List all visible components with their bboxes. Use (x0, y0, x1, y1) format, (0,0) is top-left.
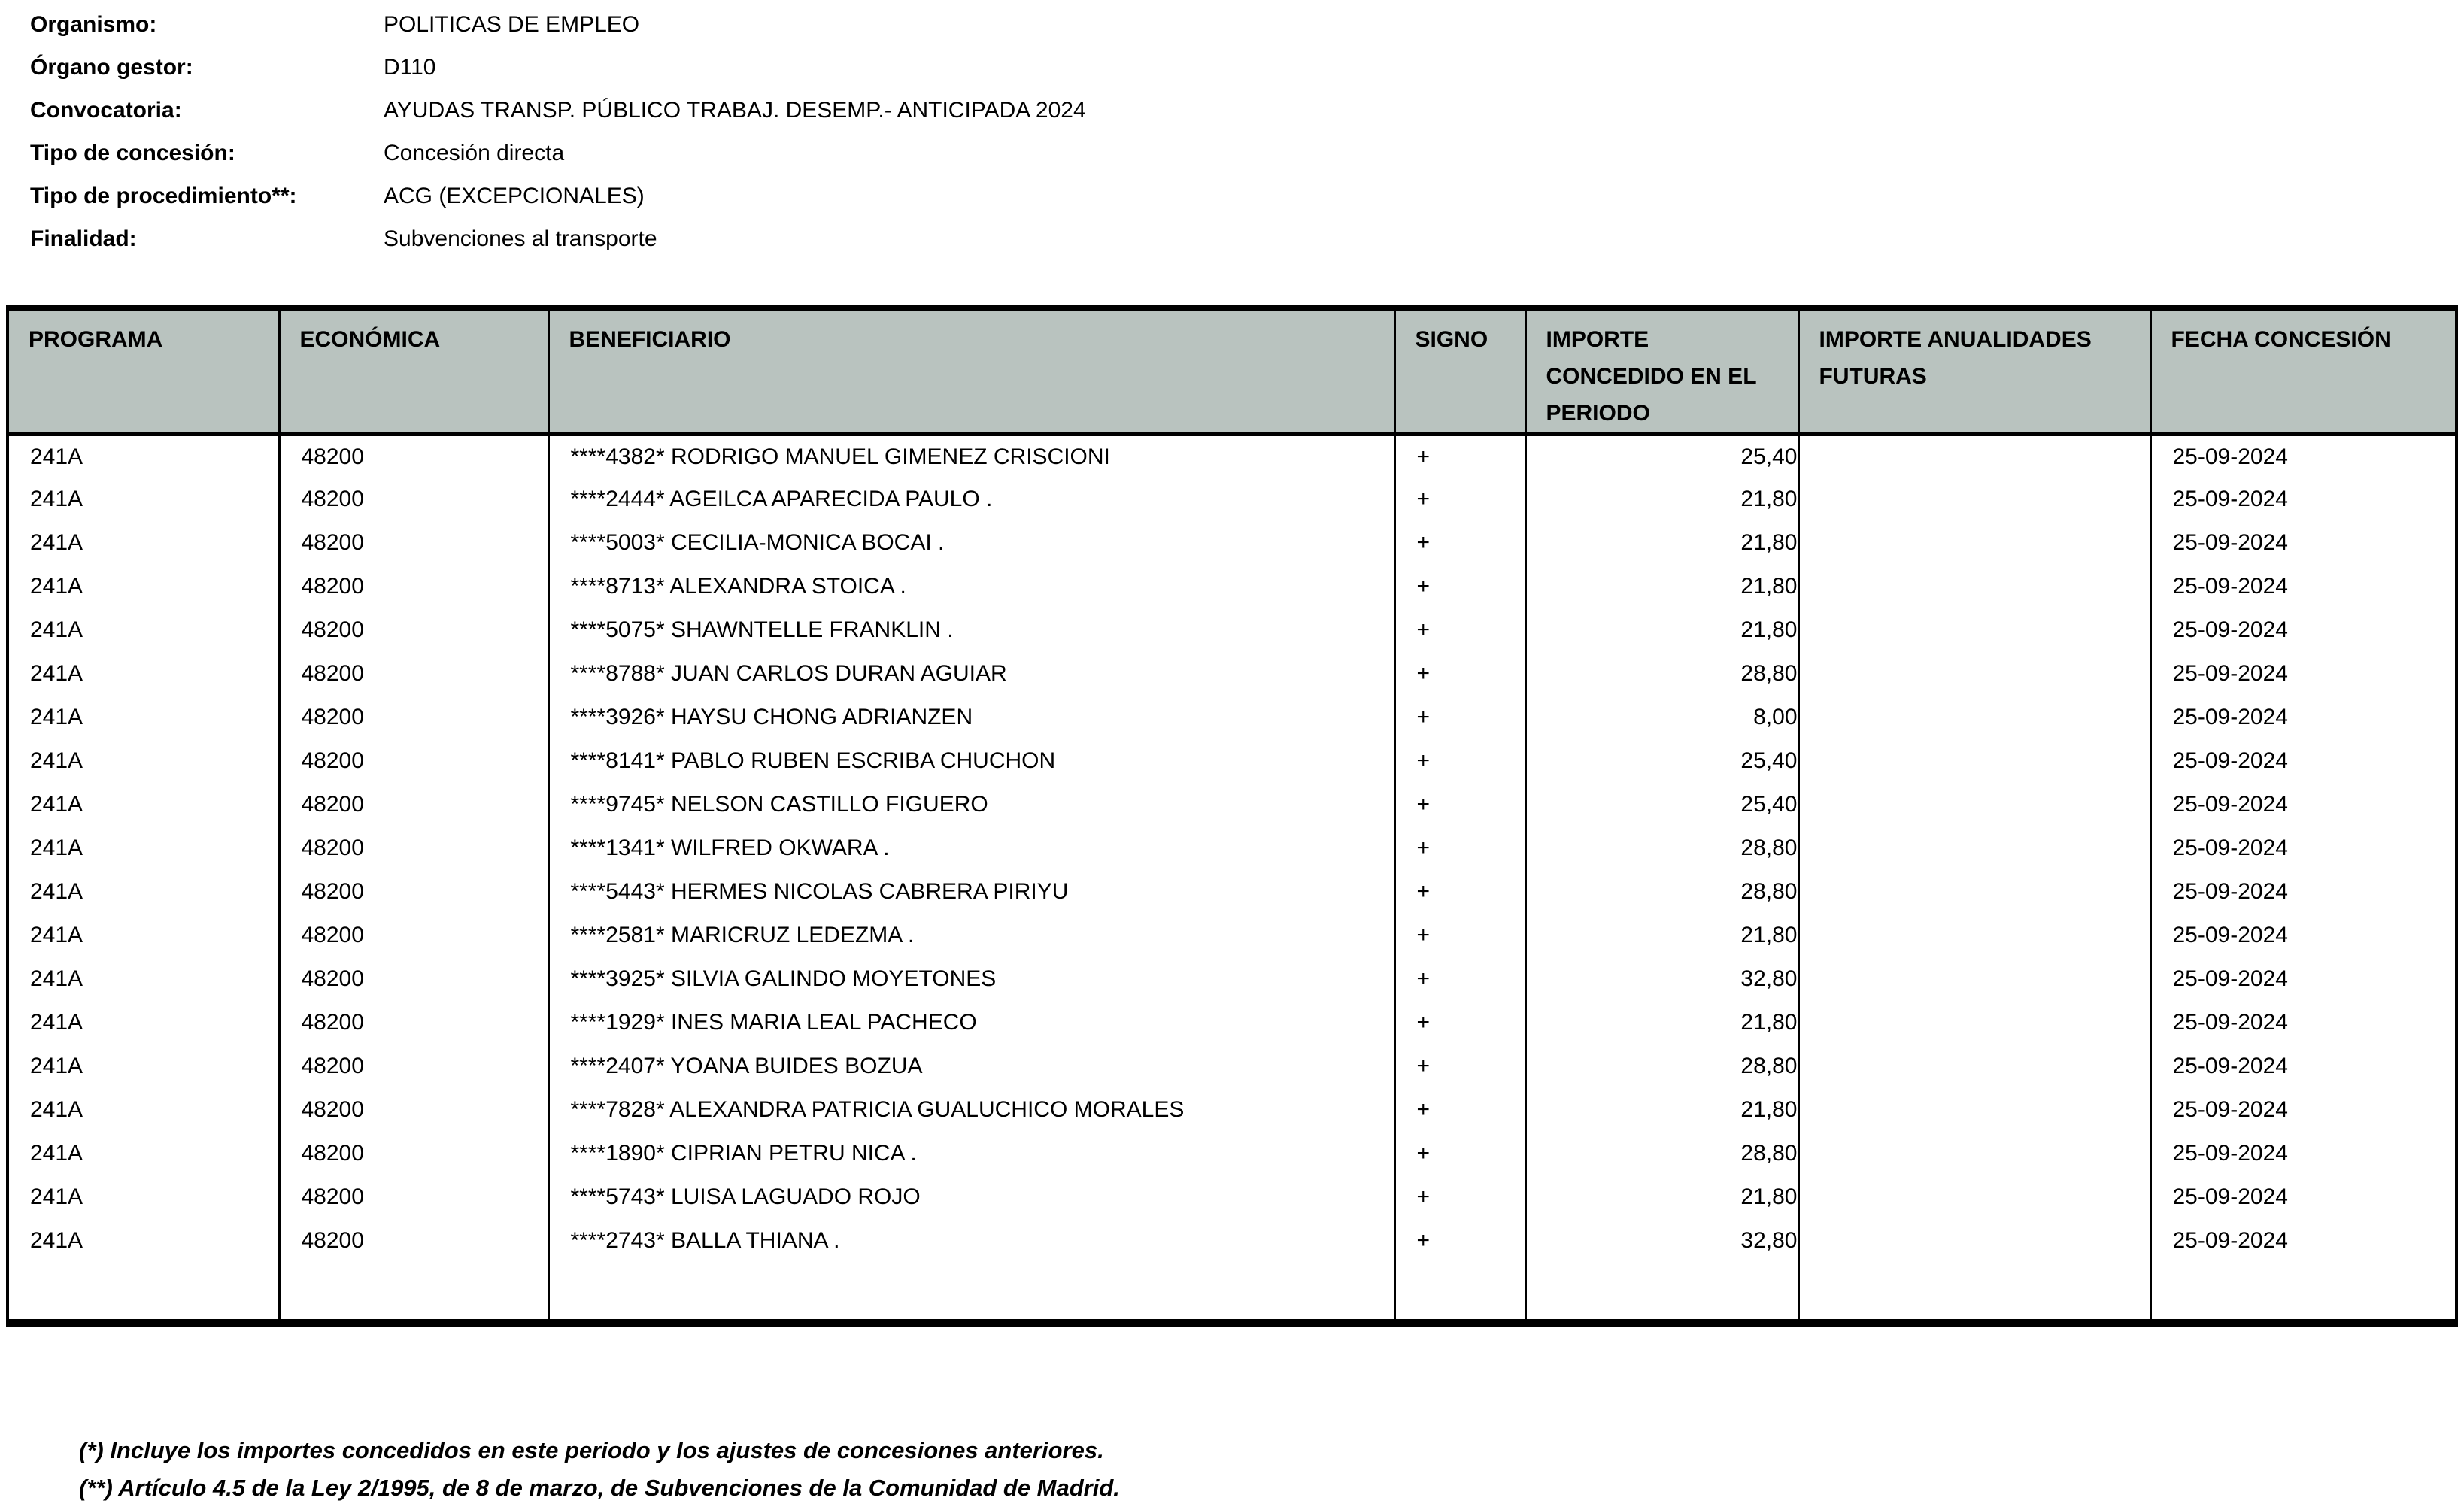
cell-programa: 241A (30, 923, 83, 948)
meta-row-tipo-concesion (30, 132, 2464, 174)
cell-anualidades (1798, 565, 2150, 608)
cell-beneficiario: ****5443* HERMES NICOLAS CABRERA PIRIYU (548, 870, 1394, 914)
cell-economica: 48200 (279, 1175, 548, 1219)
cell-economica: 48200 (279, 565, 548, 608)
cell-fecha: 25-09-2024 (2150, 1088, 2456, 1132)
cell-fecha: 25-09-2024 (2150, 565, 2456, 608)
cell-importe: 28,80 (1525, 1045, 1798, 1088)
cell-economica: 48200 (279, 1088, 548, 1132)
cell-programa: 241A (30, 748, 83, 773)
meta-label-organismo: Organismo: (30, 11, 157, 37)
cell-importe: 25,40 (1525, 739, 1798, 783)
cell-beneficiario: ****9745* NELSON CASTILLO FIGUERO (548, 783, 1394, 826)
cell-signo: + (1394, 1175, 1525, 1219)
cell-importe: 21,80 (1525, 1175, 1798, 1219)
cell-anualidades (1798, 696, 2150, 739)
table-row (8, 652, 2456, 696)
cell-fecha: 25-09-2024 (2150, 696, 2456, 739)
cell-programa: 241A (30, 1010, 83, 1035)
cell-signo: + (1394, 434, 1525, 478)
cell-importe: 32,80 (1525, 957, 1798, 1001)
cell-fecha: 25-09-2024 (2150, 1132, 2456, 1175)
table-row (8, 478, 2456, 521)
cell-economica: 48200 (279, 1001, 548, 1045)
cell-fecha: 25-09-2024 (2150, 870, 2456, 914)
cell-beneficiario: ****7828* ALEXANDRA PATRICIA GUALUCHICO MORALES (548, 1088, 1394, 1132)
cell-economica: 48200 (279, 783, 548, 826)
cell-programa: 241A (30, 487, 83, 511)
cell-programa: 241A (30, 1184, 83, 1209)
column-header-beneficiario: BENEFICIARIO (548, 308, 1394, 434)
cell-beneficiario: ****2581* MARICRUZ LEDEZMA . (548, 914, 1394, 957)
cell-fecha: 25-09-2024 (2150, 957, 2456, 1001)
cell-programa: 241A (30, 530, 83, 555)
cell-beneficiario: ****1929* INES MARIA LEAL PACHECO (548, 1001, 1394, 1045)
spacer-cell (2150, 1263, 2456, 1323)
cell-economica: 48200 (279, 739, 548, 783)
cell-signo: + (1394, 521, 1525, 565)
cell-beneficiario: ****3925* SILVIA GALINDO MOYETONES (548, 957, 1394, 1001)
meta-value-convocatoria: AYUDAS TRANSP. PÚBLICO TRABAJ. DESEMP.- ANTICIPADA 2024 (384, 97, 1086, 123)
cell-beneficiario: ****2743* BALLA THIANA . (548, 1219, 1394, 1263)
column-header-fecha-concesion: FECHA CONCESIÓN (2150, 308, 2456, 434)
meta-value-tipo-concesion: Concesión directa (384, 140, 565, 165)
cell-fecha: 25-09-2024 (2150, 1001, 2456, 1045)
cell-beneficiario: ****5075* SHAWNTELLE FRANKLIN . (548, 608, 1394, 652)
cell-fecha: 25-09-2024 (2150, 1219, 2456, 1263)
cell-anualidades (1798, 1045, 2150, 1088)
spacer-cell (8, 1263, 279, 1323)
cell-importe: 21,80 (1525, 608, 1798, 652)
table-row (8, 1175, 2456, 1219)
cell-importe: 21,80 (1525, 1001, 1798, 1045)
spacer-cell (1798, 1263, 2150, 1323)
footnote-double-asterisk: (**) Artículo 4.5 de la Ley 2/1995, de 8 de marzo, de Subvenciones de la Comunidad de Madrid. (79, 1475, 1120, 1501)
column-header-programa: PROGRAMA (8, 308, 279, 434)
cell-anualidades (1798, 957, 2150, 1001)
cell-anualidades (1798, 914, 2150, 957)
cell-beneficiario: ****2444* AGEILCA APARECIDA PAULO . (548, 478, 1394, 521)
spacer-cell (1394, 1263, 1525, 1323)
cell-fecha: 25-09-2024 (2150, 608, 2456, 652)
cell-anualidades (1798, 478, 2150, 521)
table-header-row (8, 308, 2456, 434)
cell-fecha: 25-09-2024 (2150, 914, 2456, 957)
cell-economica: 48200 (279, 826, 548, 870)
cell-anualidades (1798, 739, 2150, 783)
cell-programa: 241A (30, 966, 83, 991)
cell-fecha: 25-09-2024 (2150, 434, 2456, 478)
meta-label-tipo-concesion: Tipo de concesión: (30, 140, 235, 165)
cell-fecha: 25-09-2024 (2150, 1045, 2456, 1088)
cell-importe: 28,80 (1525, 870, 1798, 914)
table-body (8, 434, 2456, 1323)
cell-signo: + (1394, 478, 1525, 521)
cell-programa: 241A (30, 444, 83, 469)
table-row (8, 696, 2456, 739)
cell-beneficiario: ****8141* PABLO RUBEN ESCRIBA CHUCHON (548, 739, 1394, 783)
footnotes (79, 1432, 2464, 1507)
cell-beneficiario: ****2407* YOANA BUIDES BOZUA (548, 1045, 1394, 1088)
cell-economica: 48200 (279, 914, 548, 957)
meta-row-organo-gestor (30, 46, 2464, 89)
cell-signo: + (1394, 739, 1525, 783)
cell-economica: 48200 (279, 434, 548, 478)
cell-economica: 48200 (279, 521, 548, 565)
cell-beneficiario: ****5743* LUISA LAGUADO ROJO (548, 1175, 1394, 1219)
cell-economica: 48200 (279, 1132, 548, 1175)
table-row (8, 1219, 2456, 1263)
cell-signo: + (1394, 783, 1525, 826)
cell-economica: 48200 (279, 957, 548, 1001)
metadata-block (30, 3, 2464, 260)
table-row (8, 914, 2456, 957)
cell-fecha: 25-09-2024 (2150, 652, 2456, 696)
cell-anualidades (1798, 1088, 2150, 1132)
cell-programa: 241A (30, 574, 83, 599)
cell-importe: 21,80 (1525, 914, 1798, 957)
cell-fecha: 25-09-2024 (2150, 739, 2456, 783)
cell-programa: 241A (30, 1097, 83, 1122)
cell-programa: 241A (30, 661, 83, 686)
column-header-importe-anualidades: IMPORTE ANUALIDADES FUTURAS (1798, 308, 2150, 434)
cell-signo: + (1394, 1001, 1525, 1045)
cell-importe: 21,80 (1525, 521, 1798, 565)
cell-importe: 28,80 (1525, 1132, 1798, 1175)
cell-fecha: 25-09-2024 (2150, 478, 2456, 521)
cell-signo: + (1394, 826, 1525, 870)
cell-economica: 48200 (279, 1219, 548, 1263)
cell-signo: + (1394, 696, 1525, 739)
meta-row-organismo (30, 3, 2464, 46)
cell-economica: 48200 (279, 696, 548, 739)
cell-signo: + (1394, 1088, 1525, 1132)
cell-anualidades (1798, 608, 2150, 652)
spacer-cell (279, 1263, 548, 1323)
table-row (8, 608, 2456, 652)
meta-value-finalidad: Subvenciones al transporte (384, 226, 657, 251)
cell-programa: 241A (30, 1228, 83, 1253)
cell-anualidades (1798, 1132, 2150, 1175)
cell-beneficiario: ****5003* CECILIA-MONICA BOCAI . (548, 521, 1394, 565)
table-row (8, 783, 2456, 826)
cell-beneficiario: ****4382* RODRIGO MANUEL GIMENEZ CRISCIONI (548, 434, 1394, 478)
cell-signo: + (1394, 1132, 1525, 1175)
cell-importe: 28,80 (1525, 652, 1798, 696)
meta-row-finalidad (30, 217, 2464, 260)
table-row (8, 957, 2456, 1001)
meta-row-convocatoria (30, 89, 2464, 132)
cell-fecha: 25-09-2024 (2150, 1175, 2456, 1219)
table-row (8, 826, 2456, 870)
cell-programa: 241A (30, 879, 83, 904)
cell-anualidades (1798, 652, 2150, 696)
cell-anualidades (1798, 521, 2150, 565)
table-row (8, 1045, 2456, 1088)
cell-importe: 21,80 (1525, 478, 1798, 521)
meta-label-finalidad: Finalidad: (30, 226, 137, 251)
cell-anualidades (1798, 870, 2150, 914)
cell-importe: 32,80 (1525, 1219, 1798, 1263)
table-row (8, 521, 2456, 565)
cell-beneficiario: ****3926* HAYSU CHONG ADRIANZEN (548, 696, 1394, 739)
cell-signo: + (1394, 1045, 1525, 1088)
column-header-importe-concedido: IMPORTE CONCEDIDO EN EL PERIODO (1525, 308, 1798, 434)
cell-signo: + (1394, 870, 1525, 914)
cell-beneficiario: ****8788* JUAN CARLOS DURAN AGUIAR (548, 652, 1394, 696)
meta-label-tipo-procedimiento: Tipo de procedimiento**: (30, 183, 297, 208)
grants-table (6, 305, 2458, 1327)
cell-programa: 241A (30, 705, 83, 729)
table-spacer-row (8, 1263, 2456, 1323)
column-header-signo: SIGNO (1394, 308, 1525, 434)
cell-signo: + (1394, 608, 1525, 652)
meta-row-tipo-procedimiento (30, 174, 2464, 217)
footnote-asterisk: (*) Incluye los importes concedidos en este periodo y los ajustes de concesiones anteriores. (79, 1437, 1104, 1463)
spacer-cell (548, 1263, 1394, 1323)
cell-signo: + (1394, 957, 1525, 1001)
cell-programa: 241A (30, 617, 83, 642)
cell-anualidades (1798, 826, 2150, 870)
cell-anualidades (1798, 783, 2150, 826)
cell-beneficiario: ****8713* ALEXANDRA STOICA . (548, 565, 1394, 608)
cell-beneficiario: ****1341* WILFRED OKWARA . (548, 826, 1394, 870)
meta-label-organo-gestor: Órgano gestor: (30, 54, 193, 80)
cell-programa: 241A (30, 1141, 83, 1166)
cell-economica: 48200 (279, 1045, 548, 1088)
cell-signo: + (1394, 565, 1525, 608)
cell-economica: 48200 (279, 870, 548, 914)
cell-fecha: 25-09-2024 (2150, 783, 2456, 826)
cell-programa: 241A (30, 835, 83, 860)
cell-importe: 25,40 (1525, 783, 1798, 826)
table-row (8, 1001, 2456, 1045)
table-row (8, 1132, 2456, 1175)
cell-anualidades (1798, 1001, 2150, 1045)
meta-value-tipo-procedimiento: ACG (EXCEPCIONALES) (384, 183, 645, 208)
cell-importe: 25,40 (1525, 434, 1798, 478)
column-header-economica: ECONÓMICA (279, 308, 548, 434)
cell-programa: 241A (30, 1054, 83, 1078)
table-row (8, 565, 2456, 608)
table-row (8, 434, 2456, 478)
cell-fecha: 25-09-2024 (2150, 826, 2456, 870)
cell-importe: 21,80 (1525, 565, 1798, 608)
table-row (8, 1088, 2456, 1132)
cell-economica: 48200 (279, 608, 548, 652)
cell-importe: 8,00 (1525, 696, 1798, 739)
cell-importe: 28,80 (1525, 826, 1798, 870)
cell-importe: 21,80 (1525, 1088, 1798, 1132)
cell-anualidades (1798, 434, 2150, 478)
cell-anualidades (1798, 1175, 2150, 1219)
meta-label-convocatoria: Convocatoria: (30, 97, 182, 123)
table-row (8, 870, 2456, 914)
spacer-cell (1525, 1263, 1798, 1323)
cell-economica: 48200 (279, 652, 548, 696)
cell-fecha: 25-09-2024 (2150, 521, 2456, 565)
cell-programa: 241A (30, 792, 83, 817)
cell-beneficiario: ****1890* CIPRIAN PETRU NICA . (548, 1132, 1394, 1175)
cell-signo: + (1394, 914, 1525, 957)
cell-anualidades (1798, 1219, 2150, 1263)
cell-signo: + (1394, 652, 1525, 696)
table-row (8, 739, 2456, 783)
meta-value-organo-gestor: D110 (384, 54, 436, 80)
cell-signo: + (1394, 1219, 1525, 1263)
cell-economica: 48200 (279, 478, 548, 521)
meta-value-organismo: POLITICAS DE EMPLEO (384, 11, 640, 37)
